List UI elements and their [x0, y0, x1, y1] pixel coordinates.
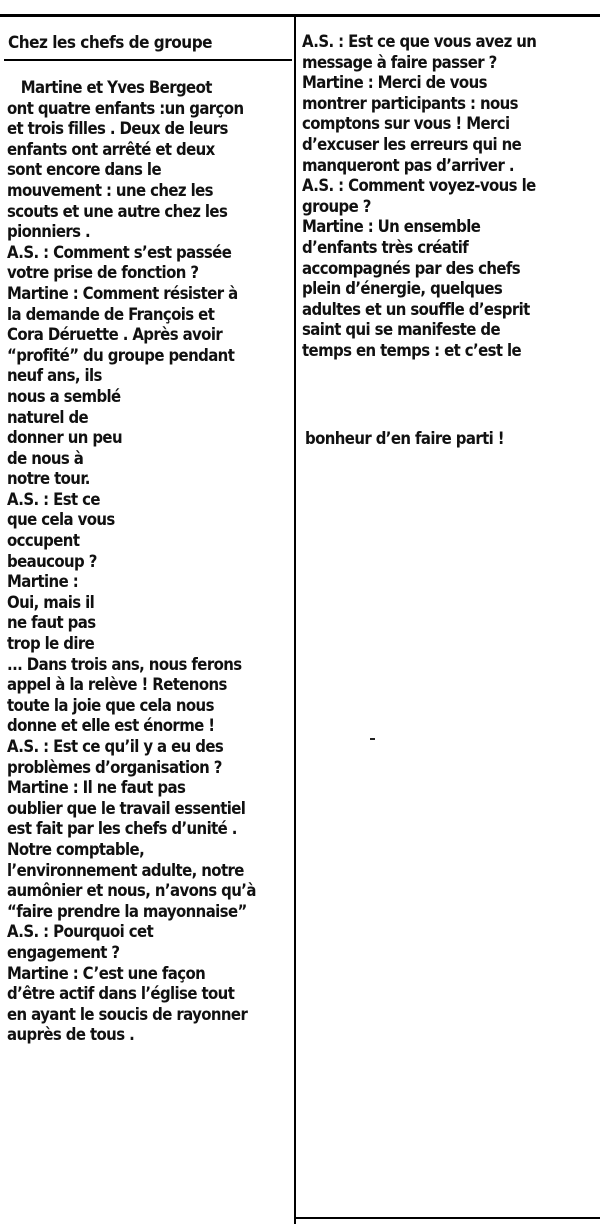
text-line: montrer participants : nous — [302, 93, 518, 113]
right-column-last-line: bonheur d’en faire parti ! — [305, 429, 504, 448]
text-line: Martine et Yves Bergeot — [7, 78, 212, 97]
text-line: A.S. : Comment s’est passée — [7, 242, 232, 262]
text-line: d’excuser les erreurs qui ne — [302, 134, 522, 154]
text-line: plein d’énergie, quelques — [302, 279, 503, 299]
text-line: mouvement : une chez les — [7, 180, 213, 200]
text-line: saint qui se manifeste de — [302, 320, 501, 340]
text-line: “faire prendre la mayonnaise” — [7, 901, 247, 921]
text-line: “profité” du groupe pendant — [7, 345, 235, 365]
text-line: manqueront pas d’arriver . — [302, 155, 514, 175]
text-line: nous a semblé — [7, 386, 121, 406]
text-line: donne et elle est énorme ! — [7, 716, 215, 736]
text-line: Martine : Comment résister à — [7, 283, 238, 303]
text-line: et trois filles . Deux de leurs — [7, 119, 228, 139]
text-line: scouts et une autre chez les — [7, 201, 228, 221]
text-line: A.S. : Est ce qu’il y a eu des — [7, 737, 224, 756]
text-line: A.S. : Pourquoi cet — [7, 922, 154, 942]
text-line: de nous à — [7, 448, 84, 468]
section-title: Chez les chefs de groupe — [8, 33, 213, 53]
text-line: Martine : Il ne faut pas — [7, 778, 186, 798]
text-line: pionniers . — [7, 222, 91, 242]
text-line: votre prise de fonction ? — [7, 263, 199, 283]
bottom-rule — [294, 1217, 600, 1219]
text-line: oublier que le travail essentiel — [7, 798, 246, 818]
stray-mark — [370, 738, 375, 740]
text-line: d’être actif dans l’église tout — [7, 984, 235, 1004]
text-line: comptons sur vous ! Merci — [302, 114, 510, 134]
left-column — [7, 78, 256, 1046]
text-line: A.S. : Est ce — [7, 489, 100, 509]
text-line: A.S. : Est ce que vous avez un — [302, 32, 537, 51]
text-line: donner un peu — [7, 428, 122, 448]
text-line: Notre comptable, — [7, 839, 145, 859]
text-line: engagement ? — [7, 942, 120, 962]
text-line: beaucoup ? — [7, 551, 97, 571]
text-line: occupent — [7, 531, 80, 551]
text-line: Martine : Merci de vous — [302, 73, 487, 93]
text-line: toute la joie que cela nous — [7, 695, 214, 715]
text-line: temps en temps : et c’est le — [302, 340, 522, 360]
text-line: la demande de François et — [7, 304, 215, 324]
text-line: groupe ? — [302, 196, 371, 216]
right-column — [302, 32, 536, 362]
text-line: naturel de — [7, 407, 89, 427]
text-line: neuf ans, ils — [7, 366, 102, 386]
text-line: A.S. : Comment voyez-vous le — [302, 176, 536, 196]
text-line: Cora Déruette . Après avoir — [7, 325, 223, 345]
text-line: d’enfants très créatif — [302, 237, 469, 257]
text-line: accompagnés par des chefs — [302, 258, 521, 278]
text-line: problèmes d’organisation ? — [7, 757, 222, 777]
text-line: auprès de tous . — [7, 1025, 135, 1045]
text-line: ont quatre enfants :un garçon — [7, 98, 244, 118]
text-line: adultes et un souffle d’esprit — [302, 299, 530, 319]
text-line: Martine : — [7, 572, 79, 592]
text-line: ne faut pas — [7, 613, 96, 633]
text-line: notre tour. — [7, 469, 90, 489]
text-line: est fait par les chefs d’unité . — [7, 819, 237, 839]
text-line: sont encore dans le — [7, 160, 161, 180]
title-underline — [4, 59, 292, 61]
text-line: appel à la relève ! Retenons — [7, 675, 227, 695]
text-line: ... Dans trois ans, nous ferons — [7, 654, 242, 674]
column-divider — [294, 14, 296, 1224]
top-rule — [0, 14, 600, 17]
text-line: Oui, mais il — [7, 592, 95, 612]
text-line: l’environnement adulte, notre — [7, 860, 244, 880]
text-line: Martine : Un ensemble — [302, 217, 481, 237]
text-line: enfants ont arrêté et deux — [7, 139, 215, 159]
text-line: message à faire passer ? — [302, 52, 497, 72]
text-line: Martine : C’est une façon — [7, 963, 206, 983]
text-line: trop le dire — [7, 634, 95, 654]
text-line: que cela vous — [7, 510, 115, 530]
text-line: en ayant le soucis de rayonner — [7, 1004, 248, 1024]
text-line: aumônier et nous, n’avons qu’à — [7, 881, 256, 901]
